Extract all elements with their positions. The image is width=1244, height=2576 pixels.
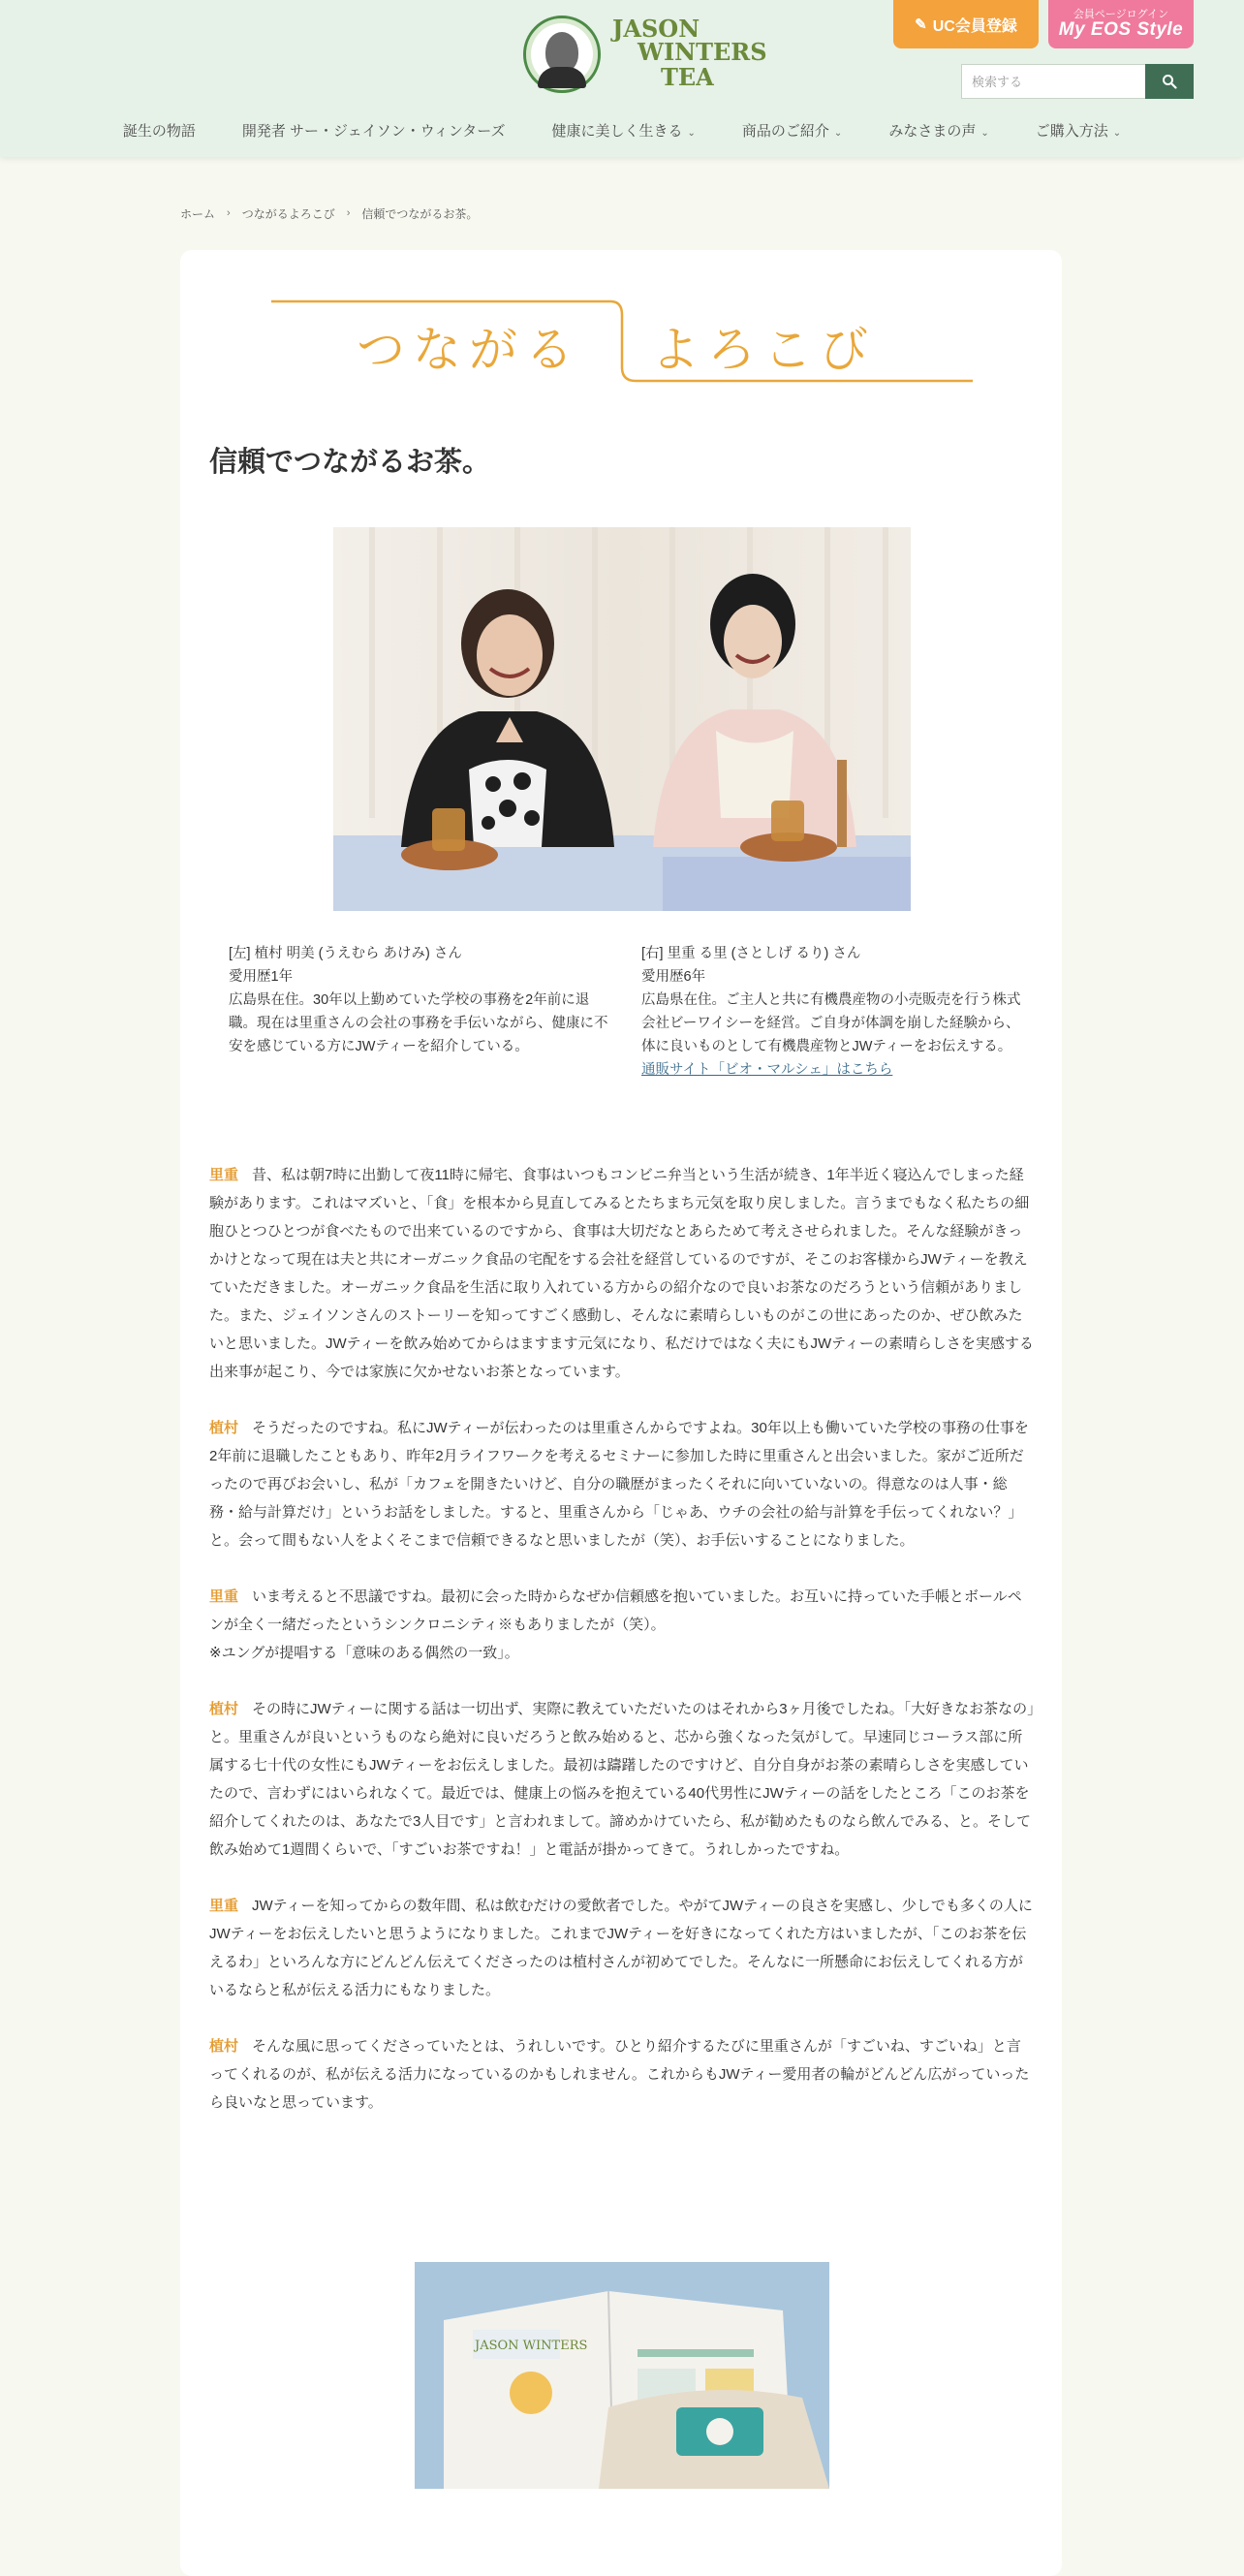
dialogue-text: 昔、私は朝7時に出勤して夜11時に帰宅、食事はいつもコンビニ弁当という生活が続き、1年半近く寝込んでしまった経験があります。これはマズいと、「食」を根本から見直してみるとたちまち元気を取り戻しました。言うまでもなく私たちの細胞ひとつひとつが食べたもので出来ているのですから、食事は大切だなとあらためて考えさせられました。そんな経験がきっかけとなって現在は夫と共にオーガニック食品の宅配をする会社を経営しているのですが、そこのお客様からJWティーを教えていただきました。オーガニック食品を生活に取り入れている方からの紹介なので良いお茶なのだろうという信頼がありました。また、ジェイソンさんのストーリーを知ってすごく感動し、そんなに素晴らしいものがこの世にあったのか、ぜひ飲みたいと思いました。JWティーを飲み始めてからはますます元気になり、私だけではなく夫にもJWティーの素晴らしさを実感する出来事が起こり、今では家族に欠かせないお茶となっています。 bbox=[209, 1167, 1034, 1380]
profile-right-desc: 広島県在住。ご主人と共に有機農産物の小売販売を行う株式会社ビーワイシーを経営。ご自身が体調を崩した経験から、体に良いものとして有機農産物とJWティーをお伝えする。 bbox=[641, 992, 1021, 1054]
speaker-name: 里重 bbox=[209, 1167, 239, 1183]
breadcrumb-current: 信頼でつながるお茶。 bbox=[361, 206, 479, 221]
nav-item-label: みなさまの声 bbox=[888, 123, 977, 140]
search-button[interactable] bbox=[1145, 64, 1194, 99]
dialogue-text: その時にJWティーに関する話は一切出ず、実際に教えていただいたのはそれから3ヶ月後でしたね。「大好きなお茶なの」と。里重さんが良いというものなら絶対に良いだろうと飲み始めると、芯から強くなった気がして。早速同じコーラス部に所属する七十代の女性にもJWティーをお伝えしました。最初は躊躇したのですけど、自分自身がお茶の素晴らしさを実感していたので、言わずにはいられなくて。最近では、健康上の悩みを抱えている40代男性にJWティーの話をしたところ「このお茶を紹介してくれたのは、あなたで3人目です」と言われまして。諦めかけていたら、私が勧めたものなら飲んでみる、と。そして飲み始めて1週間くらいで、「すごいお茶ですね！」と電話が掛かってきて。うれしかったですね。 bbox=[209, 1701, 1035, 1858]
breadcrumb bbox=[180, 204, 478, 223]
nav-item-0[interactable] bbox=[100, 114, 219, 149]
series-title-right: よろこび bbox=[651, 322, 876, 378]
pencil-icon: ✎ bbox=[915, 16, 927, 33]
interview-photo bbox=[333, 527, 911, 911]
pamphlet-photo bbox=[415, 2262, 829, 2489]
search-input[interactable] bbox=[961, 64, 1145, 99]
site-header bbox=[0, 0, 1244, 157]
search-icon bbox=[1162, 74, 1177, 89]
nav-item-1[interactable] bbox=[219, 114, 529, 149]
nav-item-label: 商品のご紹介 bbox=[741, 123, 829, 140]
nav-item-5[interactable] bbox=[1012, 114, 1144, 149]
nav-item-4[interactable] bbox=[865, 114, 1011, 149]
profile-left-desc: 広島県在住。30年以上勤めていた学校の事務を2年前に退職。現在は里重さんの会社の事務を手伝いながら、健康に不安を感じている方にJWティーを紹介している。 bbox=[229, 992, 608, 1054]
logo-emblem bbox=[523, 16, 601, 93]
series-title-left: つながる bbox=[357, 322, 581, 378]
interview-photo-illustration bbox=[333, 527, 911, 911]
nav-item-label: 開発者 サー・ジェイソン・ウィンターズ bbox=[241, 123, 506, 140]
series-title-banner bbox=[271, 294, 973, 387]
eos-login-button[interactable] bbox=[1048, 0, 1194, 48]
dialogue-footnote: ※ユングが提唱する「意味のある偶然の一致」。 bbox=[209, 1645, 519, 1661]
logo-word-3: TEA bbox=[661, 63, 714, 91]
dialogue-text: そうだったのですね。私にJWティーが伝わったのは里重さんからですよね。30年以上も働いていた学校の事務の仕事を2年前に退職したこともあり、昨年2月ライフワークを考えるセミナーに参加した時に里重さんと出会いました。家がご近所だったので再びお会いし、私が「カフェを開きたいけど、自分の職歴がまったくそれに向いていないの。得意なのは人事・総務・給与計算だけ」というお話をしました。すると、里重さんから「じゃあ、ウチの会社の給与計算を手伝ってくれない？」と。会って間もない人をよくそこまで信頼できるなと思いましたが（笑）、お手伝いすることになりました。 bbox=[209, 1420, 1029, 1549]
speaker-name: 植村 bbox=[209, 2038, 239, 2055]
breadcrumb-category[interactable]: つながるよろこび bbox=[241, 206, 335, 221]
chevron-down-icon: ⌄ bbox=[687, 128, 696, 139]
dialogue-paragraph bbox=[209, 1161, 1035, 1386]
svg-text:JASON WINTERS: JASON WINTERS bbox=[475, 2339, 588, 2353]
bio-marche-link[interactable]: 通販サイト「ビオ・マルシェ」はこちら bbox=[641, 1062, 893, 1078]
nav-item-2[interactable] bbox=[529, 114, 719, 149]
breadcrumb-home[interactable]: ホーム bbox=[180, 206, 216, 221]
nav-item-label: 健康に美しく生きる bbox=[551, 123, 683, 140]
dialogue-text: いま考えると不思議ですね。最初に会った時からなぜか信頼感を抱いていました。お互いに持っていた手帳とボールペンが全く一緒だったというシンクロニシティ※もありましたが（笑）。 bbox=[209, 1588, 1022, 1633]
speaker-name: 里重 bbox=[209, 1588, 239, 1605]
chevron-down-icon: ⌄ bbox=[833, 128, 843, 139]
chevron-right-icon: › bbox=[227, 207, 231, 219]
dialogue-paragraph bbox=[209, 1583, 1035, 1667]
page-title: 信頼でつながるお茶。 bbox=[209, 445, 491, 478]
logo-wordmark bbox=[608, 15, 767, 95]
nav-item-label: ご購入方法 bbox=[1035, 123, 1108, 140]
chevron-down-icon: ⌄ bbox=[980, 128, 989, 139]
dialogue-paragraph bbox=[209, 1695, 1035, 1864]
nav-item-3[interactable] bbox=[719, 114, 865, 149]
dialogue-text: JWティーを知ってからの数年間、私は飲むだけの愛飲者でした。やがてJWティーの良さを実感し、少しでも多くの人にJWティーをお伝えしたいと思うようになりました。これまでJWティーを好きになってくれた方はいましたが、「このお茶を伝えるわ」といろんな方にどんどん伝えてくださったのは植村さんが初めてでした。そんなに一所懸命にお伝えしてくれる方がいるならと私が伝える活力にもなりました。 bbox=[209, 1898, 1033, 1998]
site-logo[interactable] bbox=[523, 14, 767, 95]
dialogue-text: そんな風に思ってくださっていたとは、うれしいです。ひとり紹介するたびに里重さんが「すごいね、すごいね」と言ってくれるのが、私が伝える活力になっているのかもしれません。これからもJWティー愛用者の輪がどんどん広がっていったら良いなと思っています。 bbox=[209, 2038, 1030, 2111]
chevron-down-icon: ⌄ bbox=[1112, 128, 1122, 139]
dialogue-paragraph bbox=[209, 1892, 1035, 2004]
profile-right-years: 愛用歴6年 bbox=[641, 969, 706, 985]
profile-left-years: 愛用歴1年 bbox=[229, 969, 294, 985]
logo-portrait-body bbox=[538, 67, 586, 88]
uc-register-button[interactable] bbox=[893, 0, 1039, 48]
nav-item-label: 誕生の物語 bbox=[122, 123, 196, 140]
interview-dialogue bbox=[209, 1161, 1035, 2145]
dialogue-paragraph bbox=[209, 2032, 1035, 2117]
logo-word-1: JASON bbox=[612, 15, 700, 43]
profile-right-name: [右] 里重 る里 (さとしげ るり) さん bbox=[641, 946, 861, 961]
eos-login-brand: My EOS Style bbox=[1058, 18, 1184, 40]
chevron-right-icon: › bbox=[346, 207, 351, 219]
profile-right bbox=[641, 942, 1025, 1082]
eos-login-caption: 会員ページログイン bbox=[1073, 8, 1169, 20]
speaker-name: 植村 bbox=[209, 1420, 239, 1436]
dialogue-paragraph bbox=[209, 1414, 1035, 1555]
logo-word-2: WINTERS bbox=[638, 38, 767, 66]
pamphlet-photo-illustration bbox=[415, 2262, 829, 2489]
search-form bbox=[961, 64, 1194, 99]
profile-left bbox=[229, 942, 612, 1058]
main-nav bbox=[0, 114, 1244, 149]
profile-left-name: [左] 植村 明美 (うえむら あけみ) さん bbox=[229, 946, 462, 961]
speaker-name: 植村 bbox=[209, 1701, 239, 1717]
speaker-name: 里重 bbox=[209, 1898, 239, 1914]
uc-register-label: UC会員登録 bbox=[932, 17, 1017, 35]
